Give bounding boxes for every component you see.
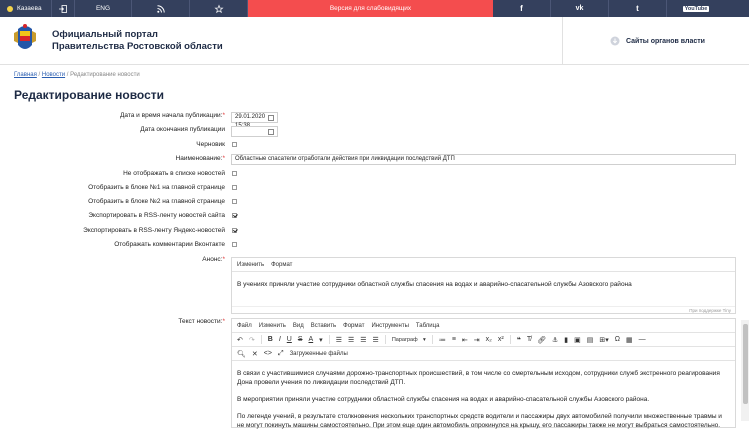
page-scrollbar[interactable]	[741, 320, 749, 421]
city-label: Казаевa	[17, 5, 42, 12]
vk-comments-checkbox[interactable]	[232, 242, 237, 247]
text-color-icon[interactable]: A	[308, 336, 314, 343]
vk-comments-label: Отображать комментарии Вконтакте	[114, 241, 225, 248]
block1-label: Отобразить в блоке №1 на главной странице	[88, 184, 225, 191]
breadcrumb-home[interactable]: Главная	[14, 72, 37, 78]
menu-edit[interactable]: Изменить	[237, 261, 265, 268]
text-label: Текст новости:*	[178, 318, 225, 325]
clear-icon[interactable]: ✕	[251, 350, 258, 358]
star-icon	[215, 5, 223, 13]
tiny-credit[interactable]: При поддержке Tiny	[232, 306, 735, 314]
visually-impaired-button[interactable]: Версия для слабовидящих	[248, 0, 493, 17]
numbered-list-icon[interactable]: ≡	[451, 336, 456, 343]
rss-site-checkbox[interactable]	[232, 213, 237, 218]
menu-file[interactable]: Файл	[237, 322, 252, 329]
rss-site-label: Экспортировать в RSS-ленту новостей сайта	[88, 212, 225, 219]
media-icon[interactable]: ▤	[586, 336, 594, 344]
indent-icon[interactable]: ⇥	[473, 336, 480, 344]
align-center-icon[interactable]: ☰	[347, 336, 355, 344]
draft-label: Черновик	[196, 141, 225, 148]
facebook-icon: f	[520, 4, 523, 13]
formatting-toolbar	[232, 333, 735, 347]
special-char-icon[interactable]: Ω	[614, 336, 621, 343]
announce-menubar	[232, 258, 735, 272]
align-left-icon[interactable]: ☰	[335, 336, 342, 344]
anchor-icon[interactable]: ⚓︎	[552, 336, 559, 344]
rss-icon	[157, 5, 165, 13]
align-justify-icon[interactable]: ☰	[372, 336, 379, 344]
hide-list-label: Не отображать в списке новостей	[123, 170, 225, 177]
block2-checkbox[interactable]	[232, 199, 237, 204]
block1-checkbox[interactable]	[232, 185, 237, 190]
page-title: Редактирование новости	[14, 88, 165, 102]
subscript-icon[interactable]: x₂	[485, 336, 492, 343]
facebook-link[interactable]	[493, 0, 551, 17]
rss-yandex-checkbox[interactable]	[232, 228, 237, 233]
location-dot-icon	[7, 6, 13, 12]
site-header	[0, 17, 749, 65]
text-menubar	[232, 319, 735, 333]
menu-format[interactable]: Формат	[343, 322, 365, 329]
image-icon[interactable]: ▣	[574, 336, 581, 344]
undo-icon[interactable]: ↶	[237, 336, 243, 344]
portal-title-line1: Официальный портал	[52, 29, 158, 40]
outdent-icon[interactable]: ⇤	[461, 336, 468, 344]
code-icon[interactable]: <>	[263, 350, 272, 357]
calendar-icon[interactable]	[268, 129, 274, 135]
highlight-icon[interactable]: ▾	[319, 336, 323, 344]
bookmark-icon[interactable]: ▮	[564, 336, 569, 344]
rss-yandex-label: Экспортировать в RSS-ленту Яндекс-новостей	[83, 227, 225, 234]
bold-icon[interactable]: B	[267, 336, 273, 343]
youtube-link[interactable]	[667, 0, 725, 17]
menu-table[interactable]: Таблица	[415, 322, 440, 329]
coat-of-arms-icon[interactable]	[14, 23, 36, 55]
strikethrough-icon[interactable]: S	[297, 336, 303, 343]
youtube-icon: YouTube	[684, 5, 708, 12]
header-divider	[562, 17, 563, 65]
pub-end-label: Дата окончания публикации	[140, 126, 225, 133]
language-switch[interactable]: ENG	[75, 0, 132, 17]
pub-start-label: Дата и время начала публикации:*	[119, 112, 225, 119]
menu-format[interactable]: Формат	[271, 261, 293, 268]
block2-label: Отобразить в блоке №2 на главной странице	[88, 198, 225, 205]
portal-title-line2: Правительства Ростовской области	[52, 41, 223, 52]
breadcrumb-separator: /	[38, 72, 41, 78]
italic-icon[interactable]: I	[278, 336, 281, 343]
text-content[interactable]	[232, 361, 735, 446]
vk-icon: vk	[575, 5, 584, 12]
table-icon[interactable]: ⊞▾	[599, 336, 609, 344]
text-paragraph: В мероприятии приняли участие сотрудники областной службы спасения на водах и аварийно-спасательной службы Азовского района.	[237, 396, 650, 403]
fullscreen-icon[interactable]: ▦	[626, 336, 633, 344]
paragraph-select[interactable]: Параграф ▾	[391, 336, 426, 343]
twitter-icon: t	[636, 4, 639, 13]
announce-editor	[231, 257, 736, 314]
menu-tools[interactable]: Инструменты	[371, 322, 409, 329]
hide-list-checkbox[interactable]	[232, 171, 237, 176]
city-selector[interactable]	[0, 0, 52, 17]
portal-title[interactable]	[52, 29, 223, 53]
menu-view[interactable]: Вид	[292, 322, 304, 329]
superscript-icon[interactable]: x²	[497, 336, 504, 343]
rss-button[interactable]	[132, 0, 190, 17]
quote-icon[interactable]: ❝	[516, 336, 521, 344]
scrollbar-thumb[interactable]	[743, 324, 748, 404]
text-paragraph: По легенде учений, в результате столкновения нескольких транспортных средств водители и пассажиры двух автомобилей получили множественные травмы и не могут покинуть машины самостоятельно. При этом еще один автомобиль опрокинулся на крышу, его пассажиры также не могут выбраться самостоятельно.	[237, 413, 722, 429]
draft-checkbox[interactable]	[232, 142, 237, 147]
breadcrumb-news[interactable]: Новости	[41, 72, 66, 78]
name-label: Наименование:*	[175, 155, 225, 162]
breadcrumb-separator: /	[66, 72, 69, 78]
redo-icon[interactable]: ↷	[248, 336, 255, 344]
uploaded-files-button[interactable]: Загруженные файлы	[289, 350, 348, 357]
menu-edit[interactable]: Изменить	[258, 322, 286, 329]
twitter-link[interactable]	[609, 0, 667, 17]
expand-icon[interactable]: ⤢	[277, 349, 284, 357]
search-icon[interactable]: 🔍︎	[237, 350, 246, 358]
government-sites-link[interactable]	[610, 36, 705, 46]
underline-icon[interactable]: U	[286, 336, 292, 343]
announce-label: Анонс:*	[202, 256, 225, 263]
announce-content[interactable]: В учениях приняли участие сотрудники областной службы спасения на водах и аварийно-спасательной службы Азовского района	[237, 281, 632, 288]
breadcrumb-current: Редактирование новости	[70, 72, 140, 78]
secondary-toolbar	[232, 347, 735, 361]
vk-link[interactable]	[551, 0, 609, 17]
login-icon	[59, 5, 67, 13]
bullet-list-icon[interactable]: ≔	[438, 336, 446, 344]
link-icon[interactable]: 🔗︎	[537, 336, 546, 344]
horizontal-line-icon[interactable]: —	[638, 336, 646, 343]
government-sites-label: Сайты органов власти	[626, 37, 705, 45]
align-right-icon[interactable]: ☰	[360, 336, 367, 344]
login-button[interactable]	[52, 0, 75, 17]
pub-end-input[interactable]	[231, 126, 278, 137]
favorites-button[interactable]	[190, 0, 248, 17]
top-bar	[0, 0, 749, 17]
calendar-icon[interactable]	[268, 115, 274, 121]
text-paragraph: В связи с участившимися случаями дорожно-транспортных происшествий, в том числе со смертельным исходом, сотрудники служб экстренного реагирования Дона провели учения по ликвидации последствий ДТП.	[237, 370, 720, 386]
name-input[interactable]: Областные спасатели отработали действия при ликвидации последствий ДТП	[231, 154, 736, 165]
text-editor	[231, 318, 736, 428]
download-circle-icon	[610, 36, 620, 46]
remove-format-icon[interactable]: T̸	[526, 336, 532, 343]
pub-start-input[interactable]: 29.01.2020	[231, 112, 278, 123]
breadcrumb	[14, 72, 140, 78]
menu-insert[interactable]: Вставить	[310, 322, 337, 329]
